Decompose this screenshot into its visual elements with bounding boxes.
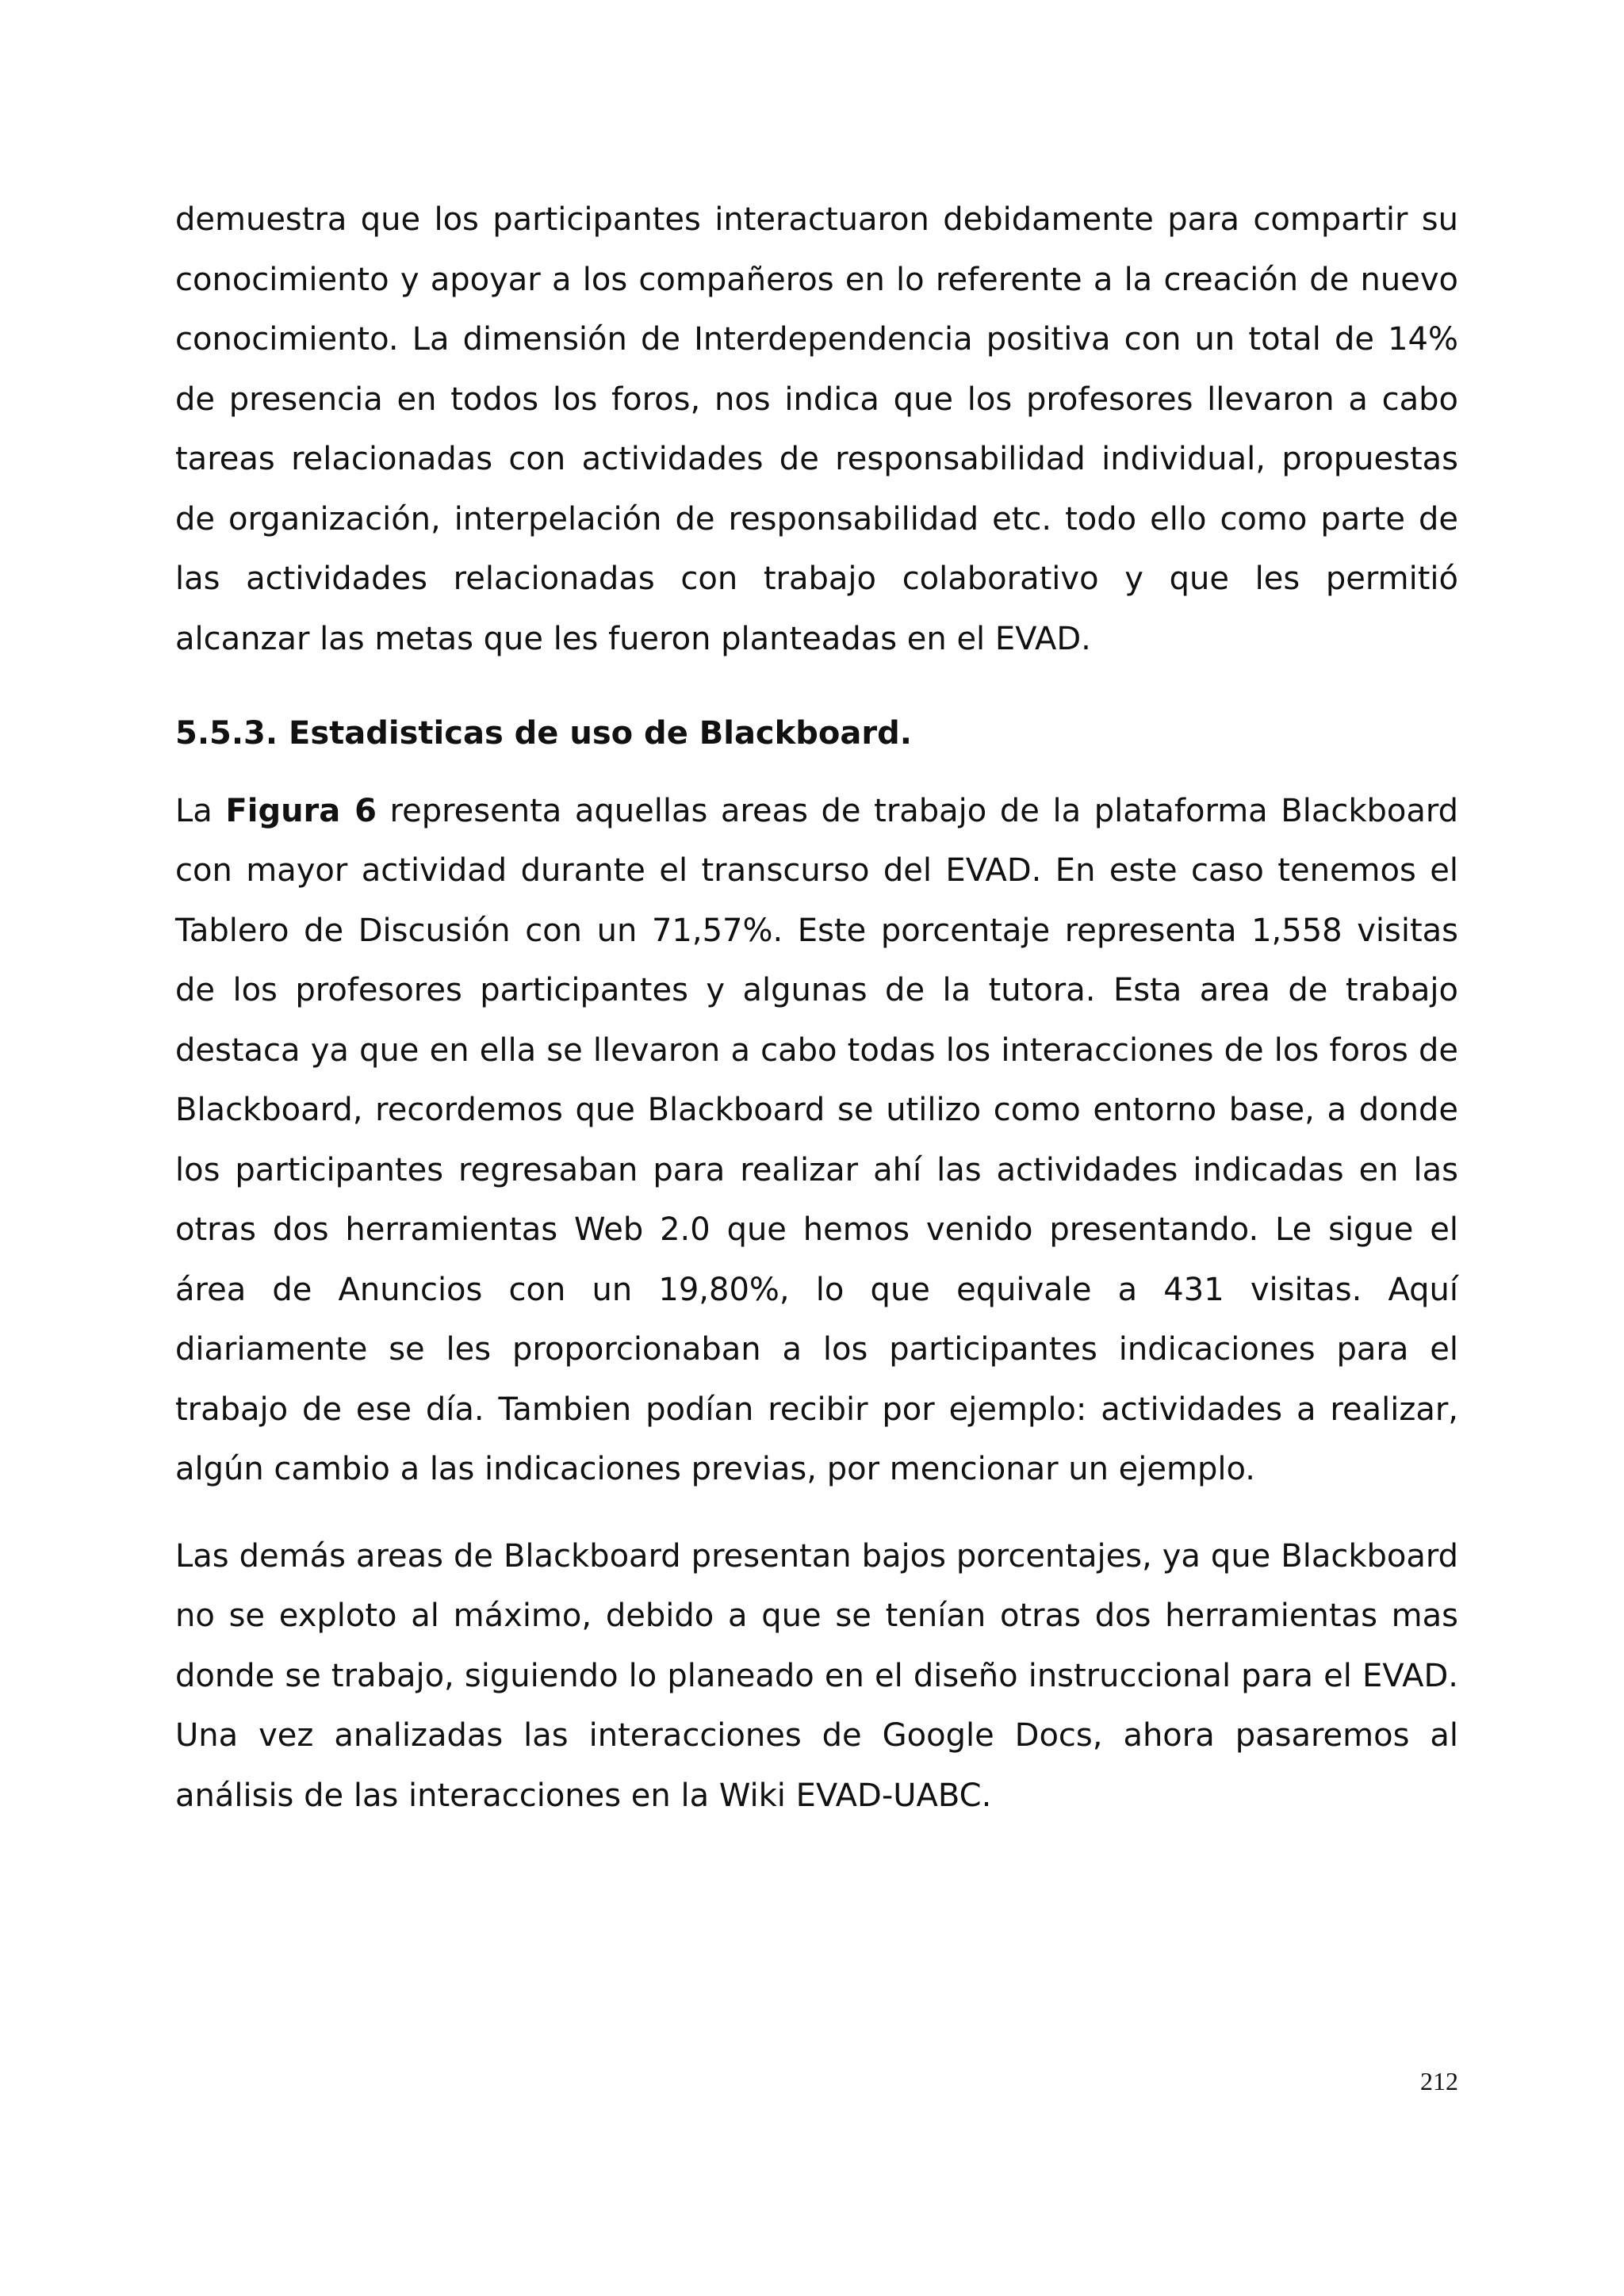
page-number: 212: [1420, 2067, 1458, 2095]
figure-reference: Figura 6: [225, 792, 377, 829]
paragraph-other-areas: Las demás areas de Blackboard presentan bajos porcentajes, ya que Blackboard no se exploto al máximo, debido a que se tenían otras dos herramientas mas donde se trabajo, siguiendo lo planeado en el diseño instruccional para el EVAD. Una vez analizadas las interacciones de Google Docs, ahora pasaremos al análisis de las interacciones en la Wiki EVAD-UABC.: [175, 1537, 1458, 1814]
paragraph-interdependence: demuestra que los participantes interactuaron debidamente para compartir su conocimiento y apoyar a los compañeros en lo referente a la creación de nuevo conocimiento. La dimensión de Interdependencia positiva con un total de 14% de presencia en todos los foros, nos indica que los profesores llevaron a cabo tareas relacionadas con actividades de responsabilidad individual, propuestas de organización, interpelación de responsabilidad etc. todo ello como parte de las actividades relacionadas con trabajo colaborativo y que les permitió alcanzar las metas que les fueron planteadas en el EVAD.: [175, 201, 1458, 657]
section-heading: 5.5.3. Estadisticas de uso de Blackboard.: [175, 715, 912, 752]
document-body: [175, 190, 1458, 1826]
paragraph-text: representa aquellas areas de trabajo de la plataforma Blackboard con mayor actividad durante el transcurso del EVAD. En este caso tenemos el Tablero de Discusión con un 71,57%. Este porcentaje representa 1,558 visitas de los profesores participantes y algunas de la tutora. Esta area de trabajo destaca ya que en ella se llevaron a cabo todas los interacciones de los foros de Blackboard, recordemos que Blackboard se utilizo como entorno base, a donde los participantes regresaban para realizar ahí las actividades indicadas en las otras dos herramientas Web 2.0 que hemos venido presentando. Le sigue el área de Anuncios con un 19,80%, lo que equivale a 431 visitas. Aquí diariamente se les proporcionaban a los participantes indicaciones para el trabajo de ese día. Tambien podían recibir por ejemplo: actividades a realizar, algún cambio a las indicaciones previas, por mencionar un ejemplo.: [175, 792, 1459, 1487]
paragraph-prefix: La: [175, 792, 226, 829]
paragraph-blackboard-stats: [175, 782, 1458, 1500]
